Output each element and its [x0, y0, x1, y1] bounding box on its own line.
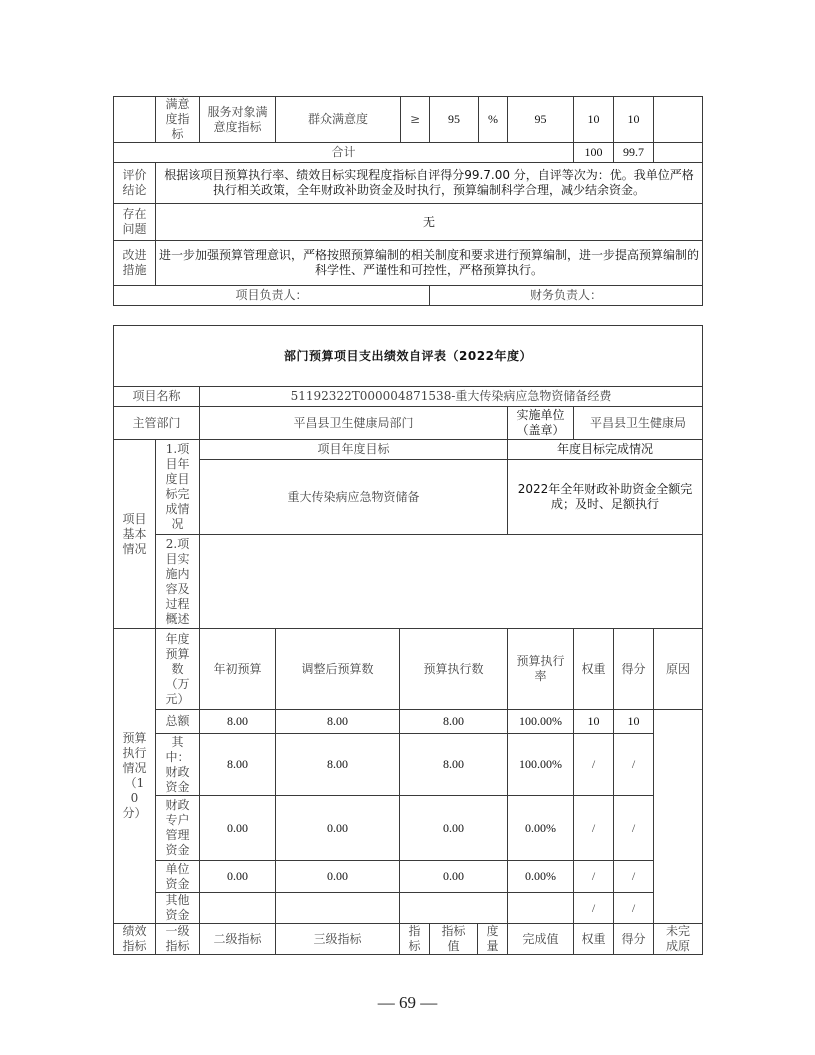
level3-header: 三级指标 [276, 924, 400, 955]
reason-cell [654, 97, 703, 143]
score: / [614, 734, 654, 796]
adjusted-budget-header: 调整后预算数 [276, 629, 400, 710]
goal-header: 项目年度目标 [200, 440, 508, 460]
project-lead-label: 项目负责人： [114, 286, 430, 306]
department-label: 主管部门 [114, 407, 200, 440]
execution-rate: 100.00% [508, 710, 574, 734]
evaluation-label: 评价结论 [114, 163, 156, 204]
execution-rate: 0.00% [508, 861, 574, 893]
indicator-value-header: 指标值 [430, 924, 478, 955]
unit: % [479, 97, 508, 143]
goal-completion-label: 1.项目年度目标完成情况 [156, 440, 200, 535]
improvement-label: 改进措施 [114, 241, 156, 286]
adjusted-budget: 8.00 [276, 734, 400, 796]
evaluation-text: 根据该项目预算执行率、绩效目标实现程度指标自评得分99.7.00 分，自评等次为：优。我单位严格执行相关政策，全年财政补助资金及时执行，预算编制科学合理，减少结余资金。 [156, 163, 703, 204]
budget-amount-label: 年度预算数（万元） [156, 629, 200, 710]
level3-indicator: 群众满意度 [276, 97, 401, 143]
signature-row [114, 286, 703, 306]
initial-budget: 8.00 [200, 710, 276, 734]
measure-header: 度量 [478, 924, 508, 955]
process-row [114, 535, 703, 629]
reason-header: 原因 [654, 629, 703, 710]
initial-budget: 8.00 [200, 734, 276, 796]
basic-info-label: 项目基本情况 [114, 440, 156, 629]
project-name-row [114, 387, 703, 407]
budget-row-label: 其中：财政资金 [156, 734, 200, 796]
executed-budget: 8.00 [400, 734, 508, 796]
budget-row-label: 其他资金 [156, 893, 200, 924]
level2-indicator: 服务对象满意度指标 [200, 97, 276, 143]
score: 10 [614, 97, 654, 143]
budget-row [114, 710, 703, 734]
implementing-unit-label: 实施单位（盖章） [508, 407, 574, 440]
weight: 10 [574, 710, 614, 734]
budget-section-label: 预算执行情况（10分） [114, 629, 156, 924]
execution-rate [508, 893, 574, 924]
adjusted-budget: 8.00 [276, 710, 400, 734]
budget-row [114, 734, 703, 796]
target-value: 95 [430, 97, 479, 143]
evaluation-row [114, 163, 703, 204]
initial-budget: 0.00 [200, 796, 276, 861]
issues-text: 无 [156, 204, 703, 241]
self-evaluation-form [113, 325, 703, 955]
total-label: 合计 [114, 143, 574, 163]
score: / [614, 893, 654, 924]
level1-header: 一级指标 [156, 924, 200, 955]
level2-header: 二级指标 [200, 924, 276, 955]
execution-rate-header: 预算执行率 [508, 629, 574, 710]
weight-header: 权重 [574, 629, 614, 710]
issues-label: 存在问题 [114, 204, 156, 241]
reason-cell [654, 710, 703, 924]
department-value: 平昌县卫生健康局部门 [200, 407, 508, 440]
previous-evaluation-table [113, 96, 703, 306]
executed-budget-header: 预算执行数 [400, 629, 508, 710]
indicators-header-row [114, 924, 703, 955]
adjusted-budget [276, 893, 400, 924]
title-row [114, 326, 703, 387]
process-content [200, 535, 703, 629]
unfinished-reason-header: 未完成原 [654, 924, 703, 955]
score: 10 [614, 710, 654, 734]
score: / [614, 861, 654, 893]
execution-rate: 100.00% [508, 734, 574, 796]
goal-header-row [114, 440, 703, 460]
level1-indicator: 满意度指标 [156, 97, 200, 143]
page-number: — 69 — [377, 993, 438, 1012]
indicator-header: 指标 [400, 924, 430, 955]
project-name-label: 项目名称 [114, 387, 200, 407]
process-label: 2.项目实施内容及过程概述 [156, 535, 200, 629]
executed-budget: 8.00 [400, 710, 508, 734]
weight-header: 权重 [574, 924, 614, 955]
budget-row [114, 893, 703, 924]
executed-budget: 0.00 [400, 796, 508, 861]
actual-value: 95 [508, 97, 574, 143]
budget-row-label: 财政专户管理资金 [156, 796, 200, 861]
improvement-row [114, 241, 703, 286]
executed-budget: 0.00 [400, 861, 508, 893]
total-weight: 100 [574, 143, 614, 163]
budget-header-row [114, 629, 703, 710]
completion-text: 2022年全年财政补助资金全额完成；及时、足额执行 [508, 460, 703, 535]
budget-row [114, 796, 703, 861]
weight: / [574, 893, 614, 924]
adjusted-budget: 0.00 [276, 796, 400, 861]
indicators-section-label: 绩效指标 [114, 924, 156, 955]
weight: / [574, 734, 614, 796]
indicator-row [114, 97, 703, 143]
score-header: 得分 [614, 924, 654, 955]
execution-rate: 0.00% [508, 796, 574, 861]
executed-budget [400, 893, 508, 924]
blank-cell [654, 143, 703, 163]
budget-row [114, 861, 703, 893]
budget-row-label: 单位资金 [156, 861, 200, 893]
department-row [114, 407, 703, 440]
goal-text: 重大传染病应急物资储备 [200, 460, 508, 535]
total-row [114, 143, 703, 163]
weight: / [574, 796, 614, 861]
score: / [614, 796, 654, 861]
budget-row-label: 总额 [156, 710, 200, 734]
weight: 10 [574, 97, 614, 143]
finance-lead-label: 财务负责人： [430, 286, 703, 306]
total-score: 99.7 [614, 143, 654, 163]
initial-budget: 0.00 [200, 861, 276, 893]
initial-budget-header: 年初预算 [200, 629, 276, 710]
implementing-unit-value: 平昌县卫生健康局 [574, 407, 703, 440]
improvement-text: 进一步加强预算管理意识，严格按照预算编制的相关制度和要求进行预算编制，进一步提高预算编制的科学性、严谨性和可控性，严格预算执行。 [156, 241, 703, 286]
score-header: 得分 [614, 629, 654, 710]
blank-cell [114, 97, 156, 143]
actual-value-header: 完成值 [508, 924, 574, 955]
adjusted-budget: 0.00 [276, 861, 400, 893]
form-title: 部门预算项目支出绩效自评表（2022年度） [114, 326, 703, 387]
weight: / [574, 861, 614, 893]
issues-row [114, 204, 703, 241]
project-name-value: 51192322T000004871538-重大传染病应急物资储备经费 [200, 387, 703, 407]
completion-header: 年度目标完成情况 [508, 440, 703, 460]
initial-budget [200, 893, 276, 924]
operator: ≥ [401, 97, 430, 143]
goal-content-row [114, 460, 703, 535]
